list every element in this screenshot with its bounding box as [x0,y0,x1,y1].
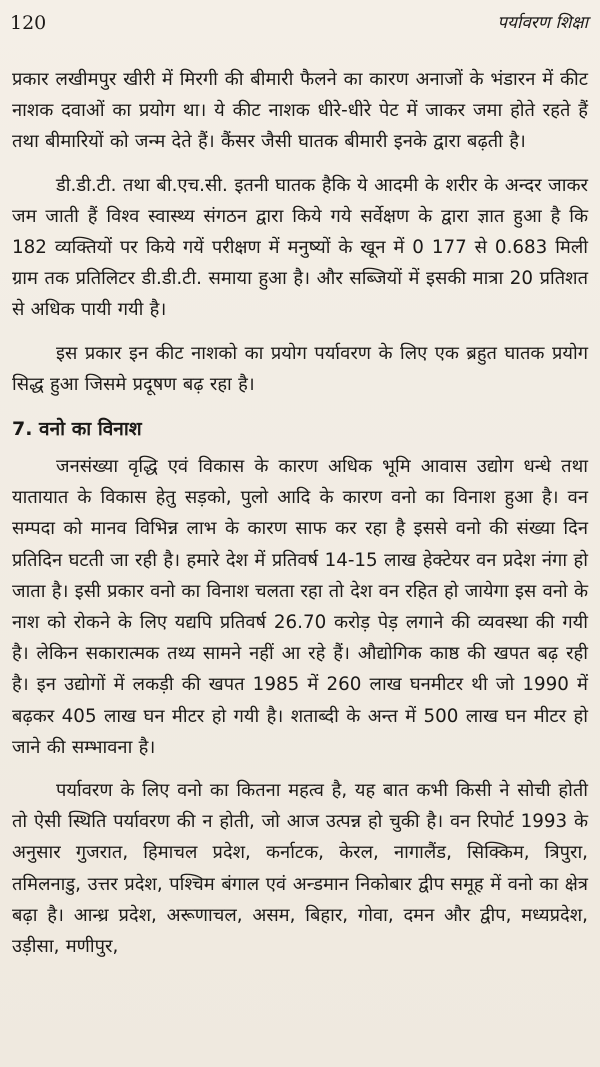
paragraph-forest-importance: पर्यावरण के लिए वनो का कितना महत्व है, यह बात कभी किसी ने सोची होती तो ऐसी स्थिति पर्यावरण की न होती, जो आज उत्पन्न हो चुकी है। वन रिपोर्ट 1993 के अनुसार गुजरात, हिमाचल प्रदेश, कर्नाटक, केरल, नागालैंड, सिक्किम, त्रिपुरा, तमिलनाडु, उत्तर प्रदेश, पश्चिम बंगाल एवं अन्डमान निकोबार द्वीप समूह में वनो का क्षेत्र बढ़ा है। आन्ध्र प्रदेश, अरूणाचल, असम, बिहार, गोवा, दमन और द्वीप, मध्यप्रदेश, उड़ीसा, मणीपुर, [12,780,588,958]
page-header [10,8,588,38]
section-heading-deforestation: 7. वनो का विनाश [12,418,142,441]
paragraph-pesticide-conclusion: इस प्रकार इन कीट नाशको का प्रयोग पर्यावरण के लिए एक ब्रहुत घातक प्रयोग सिद्ध हुआ जिसमे प्रदूषण बढ़ रहा है। [12,342,588,395]
page-number: 120 [10,12,47,34]
running-title: पर्यावरण शिक्षा [497,13,588,33]
page-body [12,64,588,962]
paragraph-pesticide-disease: प्रकार लखीमपुर खीरी में मिरगी की बीमारी फैलने का कारण अनाजों के भंडारन में कीट नाशक दवाओं का प्रयोग था। ये कीट नाशक धीरे-धीरे पेट में जाकर जमा होते रहते हैं तथा बीमारियों को जन्म देते हैं। कैंसर जैसी घातक बीमारी इनके द्वारा बढ़ती है। [12,69,588,153]
paragraph-deforestation-causes: जनसंख्या वृद्धि एवं विकास के कारण अधिक भूमि आवास उद्योग धन्धे तथा यातायात के विकास हेतु सड़को, पुलो आदि के कारण वनो का विनाश हुआ है। वन सम्पदा को मानव विभिन्न लाभ के कारण साफ कर रहा है इससे वनो की संख्या दिन प्रतिदिन घटती जा रही है। हमारे देश में प्रतिवर्ष 14-15 लाख हेक्टेयर वन प्रदेश नंगा हो जाता है। इसी प्रकार वनो का विनाश चलता रहा तो देश वन रहित हो जायेगा इस वनो के नाश को रोकने के लिए यद्यपि प्रतिवर्ष 26.70 करोड़ पेड़ लगाने की व्यवस्था की गयी है। लेकिन सकारात्मक तथ्य सामने नहीं आ रहे हैं। औद्योगिक काष्ठ की खपत बढ़ रही है। इन उद्योगों में लकड़ी की खपत 1985 में 260 लाख घनमीटर थी जो 1990 में बढ़कर 405 लाख घन मीटर हो गयी है। शताब्दी के अन्त में 500 लाख घन मीटर हो जाने की सम्भावना है। [12,456,588,758]
paragraph-ddt-bhc: डी.डी.टी. तथा बी.एच.सी. इतनी घातक हैकि ये आदमी के शरीर के अन्दर जाकर जम जाती हैं विश्व स्वास्थ्य संगठन द्वारा किये गये सर्वेक्षण के द्वारा ज्ञात हुआ है कि 182 व्यक्तियों पर किये गयें परीक्षण में मनुष्यों के खून में 0 177 से 0.683 मिली ग्राम तक प्रतिलिटर डी.डी.टी. समाया हुआ है। और सब्जियों में इसकी मात्रा 20 प्रतिशत से अधिक पायी गयी है। [12,174,588,321]
